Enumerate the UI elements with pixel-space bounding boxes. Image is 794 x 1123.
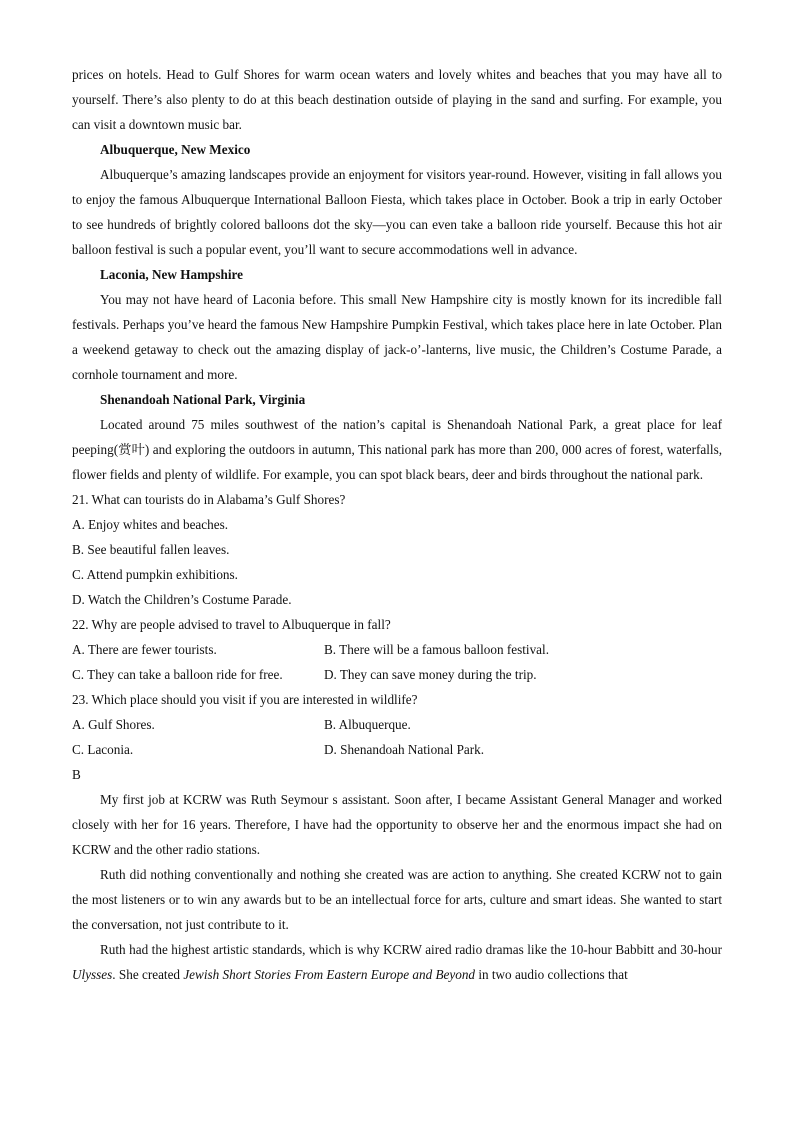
section-letter-b: B bbox=[72, 767, 81, 782]
heading-albuquerque: Albuquerque, New Mexico bbox=[100, 142, 251, 157]
q21-option-a: A. Enjoy whites and beaches. bbox=[72, 517, 229, 532]
paragraph-ruth-unconventional: Ruth did nothing conventionally and nothing she created was are action to anything. She created KCRW not to gain the most listeners or to win any awards but to be an intellectual force for arts, culture and smart ideas. She wanted to start the conversation, not just contribute to it. bbox=[72, 867, 722, 932]
paragraph-laconia: You may not have heard of Laconia before. This small New Hampshire city is mostly known for its incredible fall festivals. Perhaps you’ve heard the famous New Hampshire Pumpkin Festival, which takes place here in late October. Plan a weekend getaway to check out the amazing display of jack-o’-lanterns, live music, the Children’s Costume Parade, a cornhole tournament and more. bbox=[72, 292, 722, 382]
question-21: 21. What can tourists do in Alabama’s Gulf Shores? bbox=[72, 492, 346, 507]
text-segment: Ruth had the highest artistic standards, which is why KCRW aired radio dramas like the 10-hour Babbitt and 30-hour bbox=[100, 942, 722, 957]
question-22: 22. Why are people advised to travel to Albuquerque in fall? bbox=[72, 617, 391, 632]
heading-shenandoah: Shenandoah National Park, Virginia bbox=[100, 392, 306, 407]
paragraph-kcrw-first-job: My first job at KCRW was Ruth Seymour s assistant. Soon after, I became Assistant General Manager and worked closely with her for 16 years. Therefore, I have had the opportunity to observe her and the enormous impact she had on KCRW and the other radio stations. bbox=[72, 792, 722, 857]
q22-options-row-2 bbox=[72, 662, 722, 687]
paragraph-ruth-standards bbox=[72, 937, 722, 987]
paragraph-gulf-shores: prices on hotels. Head to Gulf Shores for warm ocean waters and lovely whites and beaches that you may have all to yourself. There’s also plenty to do at this beach destination outside of playing in the sand and surfing. For example, you can visit a downtown music bar. bbox=[72, 67, 722, 132]
q22-option-d: D. They can save money during the trip. bbox=[324, 667, 537, 682]
q22-option-c: C. They can take a balloon ride for free. bbox=[72, 667, 283, 682]
paragraph-shenandoah: Located around 75 miles southwest of the nation’s capital is Shenandoah National Park, a great place for leaf peeping(赏叶) and exploring the outdoors in autumn, This national park has more than 200, 000 acres of forest, waterfalls, flower fields and plenty of wildlife. For example, you can spot black bears, deer and birds throughout the national park. bbox=[72, 417, 722, 482]
q22-option-b: B. There will be a famous balloon festival. bbox=[324, 642, 549, 657]
q21-option-b: B. See beautiful fallen leaves. bbox=[72, 542, 230, 557]
q23-option-d: D. Shenandoah National Park. bbox=[324, 742, 485, 757]
q22-option-a: A. There are fewer tourists. bbox=[72, 642, 217, 657]
text-segment: . She created bbox=[112, 967, 184, 982]
q23-option-b: B. Albuquerque. bbox=[324, 717, 411, 732]
text-segment: in two audio collections that bbox=[475, 967, 628, 982]
q23-option-c: C. Laconia. bbox=[72, 742, 134, 757]
title-jewish-short-stories: Jewish Short Stories From Eastern Europe and Beyond bbox=[183, 967, 476, 982]
q22-options-row-1 bbox=[72, 637, 722, 662]
q21-option-d: D. Watch the Children’s Costume Parade. bbox=[72, 592, 292, 607]
question-23: 23. Which place should you visit if you are interested in wildlife? bbox=[72, 692, 418, 707]
heading-laconia: Laconia, New Hampshire bbox=[100, 267, 243, 282]
q23-options-row-2 bbox=[72, 737, 722, 762]
q23-option-a: A. Gulf Shores. bbox=[72, 717, 155, 732]
title-ulysses: Ulysses bbox=[72, 967, 113, 982]
q23-options-row-1 bbox=[72, 712, 722, 737]
paragraph-albuquerque: Albuquerque’s amazing landscapes provide an enjoyment for visitors year-round. However, visiting in fall allows you to enjoy the famous Albuquerque International Balloon Fiesta, which takes place in October. Book a trip in early October to see hundreds of brightly colored balloons dot the sky—you can even take a balloon ride yourself. Because this hot air balloon festival is such a popular event, you’ll want to secure accommodations well in advance. bbox=[72, 167, 722, 257]
document-page bbox=[72, 62, 722, 987]
q21-option-c: C. Attend pumpkin exhibitions. bbox=[72, 567, 238, 582]
